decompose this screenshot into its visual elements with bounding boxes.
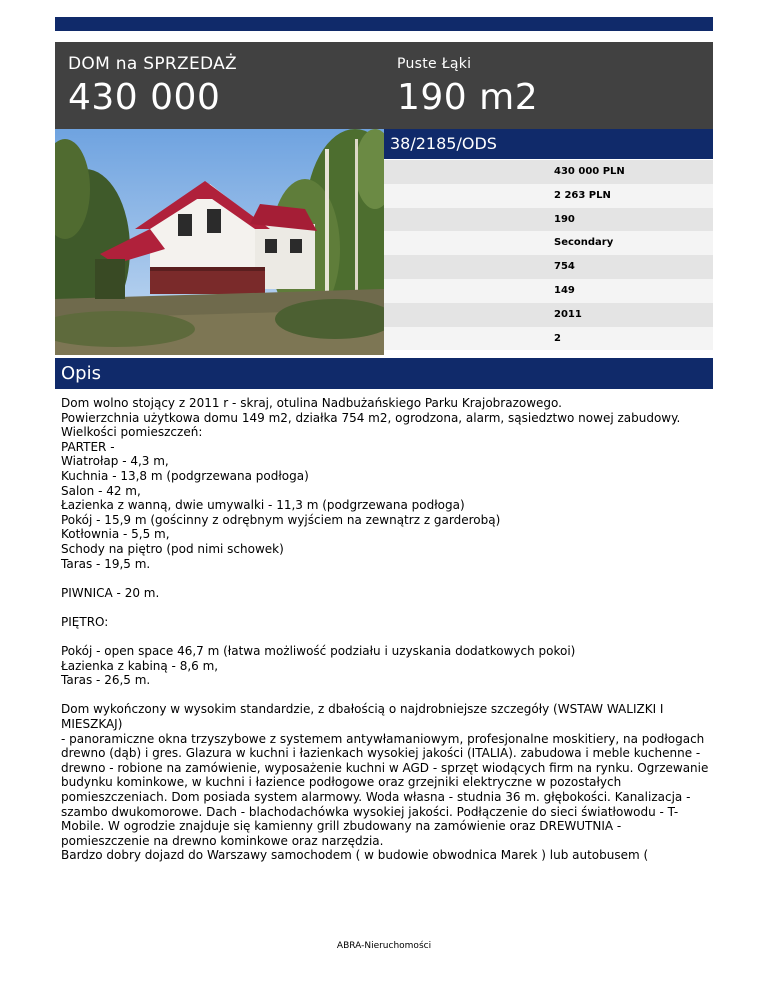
desc-line: Wiatrołap - 4,3 m,	[61, 454, 169, 469]
header-right	[397, 54, 538, 118]
detail-price-per-m2: 2 263 PLN	[384, 184, 713, 208]
desc-floor-heading: PIĘTRO:	[61, 614, 109, 629]
details-table	[384, 160, 713, 350]
desc-line: Pokój - 15,9 m (gościnny z odrębnym wyjściem na zewnątrz z garderobą)	[61, 512, 501, 527]
desc-line: Taras - 19,5 m.	[61, 556, 151, 571]
description-text	[61, 396, 711, 863]
desc-line: Łazienka z wanną, dwie umywalki - 11,3 m (podgrzewana podłoga)	[61, 498, 465, 513]
listing-location: Puste Łąki	[397, 56, 472, 72]
detail-year-built: 2011	[384, 303, 713, 327]
desc-line: Taras - 26,5 m.	[61, 673, 151, 688]
desc-line: Kotłownia - 5,5 m,	[61, 527, 170, 542]
detail-usable-area: 149	[384, 279, 713, 303]
desc-paragraph: Dom wykończony w wysokim standardzie, z dbałością o najdrobniejsze szczegóły (WSTAW WALIZKI I MIESZKAJ)	[61, 702, 664, 732]
desc-line: Dom wolno stojący z 2011 r - skraj, otulina Nadbużańskiego Parku Krajobrazowego.	[61, 396, 562, 410]
desc-basement: PIWNICA - 20 m.	[61, 585, 160, 600]
detail-area: 190	[384, 208, 713, 232]
desc-line: Łazienka z kabiną - 8,6 m,	[61, 658, 219, 673]
house-photo	[55, 129, 384, 355]
desc-line: Pokój - open space 46,7 m (łatwa możliwość podziału i uzyskania dodatkowych pokoi)	[61, 644, 576, 659]
reference-number: 38/2185/ODS	[384, 129, 713, 159]
desc-line: Salon - 42 m,	[61, 483, 141, 498]
desc-line: PARTER -	[61, 439, 115, 454]
section-title-description: Opis	[55, 358, 713, 389]
desc-line: Schody na piętro (pod nimi schowek)	[61, 541, 284, 556]
top-banner-bar	[55, 17, 713, 31]
footer-agency: ABRA-Nieruchomości	[336, 941, 432, 951]
desc-line: Powierzchnia użytkowa domu 149 m2, działka 754 m2, ogrodzona, alarm, sąsiedztwo nowej zabudowy.	[61, 410, 681, 425]
desc-line: Kuchnia - 13,8 m (podgrzewana podłoga)	[61, 468, 309, 483]
header-left	[68, 54, 237, 118]
listing-header	[55, 42, 713, 129]
detail-floors: 2	[384, 327, 713, 351]
listing-area: 190 m2	[397, 77, 539, 118]
detail-market: Secondary	[384, 231, 713, 255]
desc-paragraph: Bardzo dobry dojazd do Warszawy samochodem ( w budowie obwodnica Marek ) lub autobusem (	[61, 848, 649, 863]
listing-type: DOM na SPRZEDAŻ	[68, 54, 237, 74]
detail-plot-area: 754	[384, 255, 713, 279]
desc-paragraph: - panoramiczne okna trzyszybowe z systemem antywłamaniowym, profesjonalne moskitiery, na podłogach drewno (dąb) i gres. Glazura w kuchni i łazienkach wysokiej jakości (ITALIA). zabudowa i meble kuchenne - drewno - robione na zamówienie, wyposażenie kuchni w AGD - sprzęt wiodących firm na rynku. Ogrzewanie budynku kominkowe, w kuchni i łazience podłogowe oraz grzejniki elektryczne w pozostałych pomieszczeniach. Dom posiada system alarmowy. Woda własna - studnia 36 m. głębokości. Kanalizacja - szambo dwukomorowe. Dach - blachodachówka wysokiej jakości. Podłączenie do sieci światłowodu - T-Mobile. W ogrodzie znajduje się kamienny grill zbudowany na zamówienie oraz DREWUTNIA - pomieszczenie na drewno kominkowe oraz narzędzia.	[61, 731, 709, 848]
desc-line: Wielkości pomieszczeń:	[61, 425, 203, 440]
detail-price-total: 430 000 PLN	[384, 160, 713, 184]
listing-price: 430 000	[68, 77, 221, 118]
house-photo-illustration	[55, 129, 384, 355]
